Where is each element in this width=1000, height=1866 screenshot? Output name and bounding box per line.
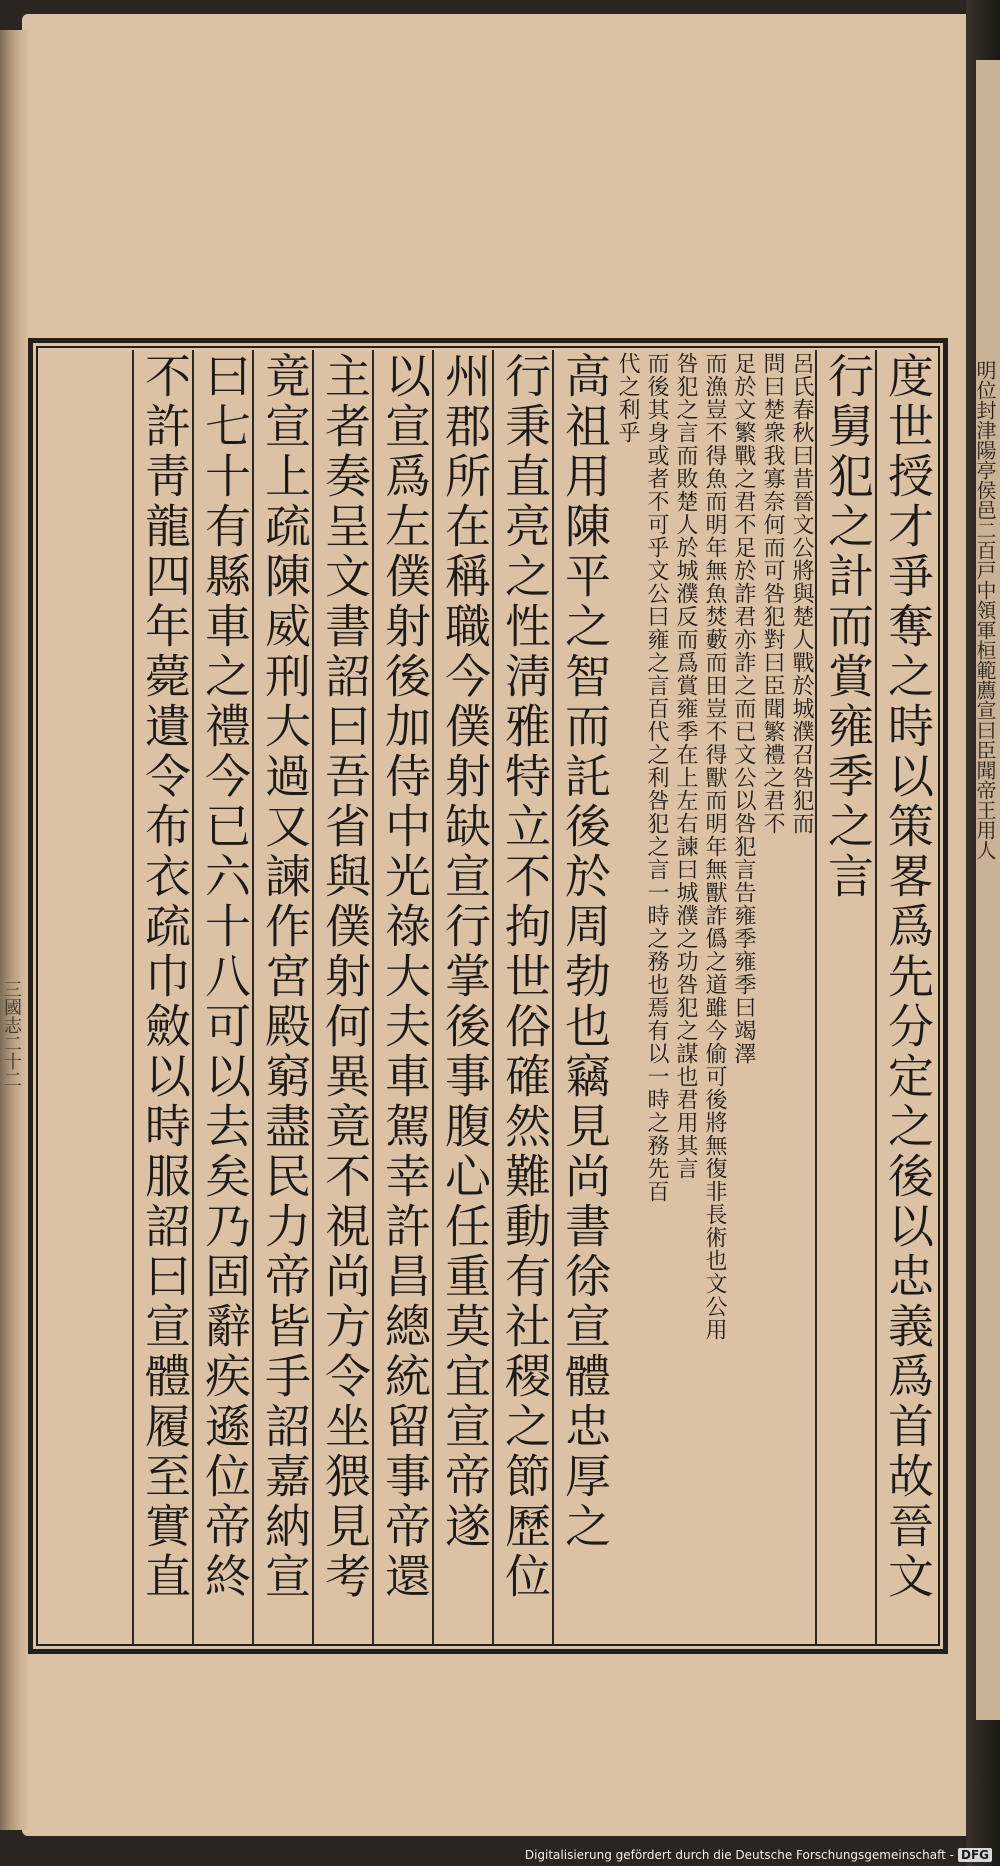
main-text-column: 行秉直亮之性淸雅特立不拘世俗確然難動有社稷之節歷位: [498, 352, 552, 1602]
main-text-column: 高祖用陳平之智而託後於周勃也竊見尚書徐宣體忠厚之: [558, 352, 612, 1552]
commentary-column: 代之利乎: [615, 352, 640, 444]
main-text-column: 曰七十有縣車之禮今已六十八可以去矣乃固辭疾遜位帝終: [198, 352, 252, 1602]
commentary-column: 咎犯之言而敗楚人於城濮反而爲賞雍季在上左右諫曰城濮之功咎犯之謀也君用其言: [673, 352, 698, 1180]
main-text-column: 不許靑龍四年薨遺令布衣疏巾斂以時服詔曰宣體履至實直: [138, 352, 192, 1602]
credit-text: Digitalisierung gefördert durch die Deutsche Forschungsgemeinschaft -: [524, 1848, 954, 1862]
main-text-column: 度世授才爭奪之時以策畧爲先分定之後以忠義爲首故晉文: [881, 352, 935, 1602]
commentary-column: 問曰楚衆我寡奈何而可咎犯對曰臣聞繁禮之君不: [760, 352, 785, 835]
main-text-column: 州郡所在稱職今僕射缺宣行掌後事腹心任重莫宜宣帝遂: [438, 352, 492, 1552]
main-text-column: 以宣爲左僕射後加侍中光祿大夫車駕幸許昌總統留事帝還: [378, 352, 432, 1602]
page-stack-edge: [0, 30, 30, 1830]
commentary-column: 而後其身或者不可乎文公曰雍之言百代之利咎犯之言一時之務也焉有以一時之務先百: [644, 352, 669, 1203]
next-page-column: 明位封津陽亭侯邑二百戸中領軍桓範薦宣曰臣聞帝王用人: [973, 360, 997, 860]
dfg-logo: DFG: [958, 1848, 992, 1862]
commentary-column: 呂氏春秋曰昔晉文公將與楚人戰於城濮召咎犯而: [789, 352, 814, 835]
main-text-column: 主者奏呈文書詔曰吾省與僕射何異竟不視尚方令坐猥見考: [318, 352, 372, 1602]
main-text-column: 竟宣上疏陳威刑大過又諫作宮殿窮盡民力帝皆手詔嘉納宣: [258, 352, 312, 1602]
digitization-credit: [525, 1848, 992, 1862]
commentary-column: 而漁豈不得魚而明年無魚焚藪而田豈不得獸而明年無獸詐僞之道雖今偷可後將無復非長術也文公用: [702, 352, 727, 1341]
main-text-column: 行舅犯之計而賞雍季之言: [821, 352, 875, 902]
commentary-column: 足於文繁戰之君不足於詐君亦詐之而已文公以咎犯言告雍季雍季曰竭澤: [731, 352, 756, 1065]
margin-fold-label: 三國志二十二: [1, 980, 22, 1088]
column-rule: [132, 350, 134, 1646]
